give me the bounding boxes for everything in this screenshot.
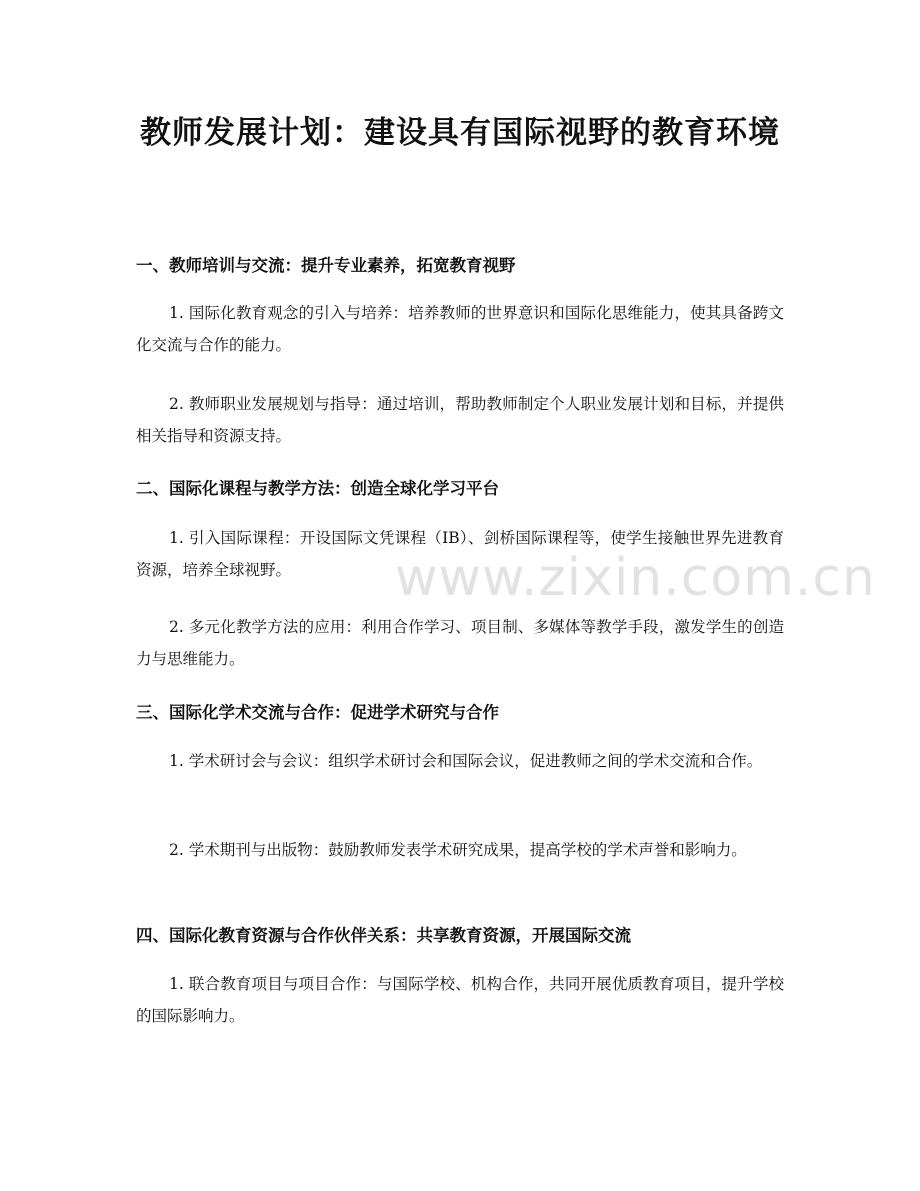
section-3-item-1: 1. 学术研讨会与会议：组织学术研讨会和国际会议，促进教师之间的学术交流和合作。 <box>169 752 763 770</box>
section-1-item-1: 1. 国际化教育观念的引入与培养：培养教师的世界意识和国际化思维能力，使其具备跨文化交流与合作的能力。 <box>136 304 784 354</box>
section-3-item-2: 2. 学术期刊与出版物：鼓励教师发表学术研究成果，提高学校的学术声誉和影响力。 <box>169 841 747 859</box>
document-title: 教师发展计划：建设具有国际视野的教育环境 <box>140 115 780 151</box>
section-heading-4: 四、国际化教育资源与合作伙伴关系：共享教育资源，开展国际交流 <box>136 926 631 945</box>
watermark: www.zixin.com.cn <box>395 548 876 608</box>
section-2-item-2: 2. 多元化教学方法的应用：利用合作学习、项目制、多媒体等教学手段，激发学生的创造力与思维能力。 <box>136 618 784 668</box>
section-heading-2: 二、国际化课程与教学方法：创造全球化学习平台 <box>136 479 499 498</box>
section-heading-1: 一、教师培训与交流：提升专业素养，拓宽教育视野 <box>136 256 516 275</box>
section-2-item-1: 1. 引入国际课程：开设国际文凭课程（IB）、剑桥国际课程等，使学生接触世界先进教育资源，培养全球视野。 <box>136 529 784 579</box>
section-4-item-1: 1. 联合教育项目与项目合作：与国际学校、机构合作，共同开展优质教育项目，提升学校的国际影响力。 <box>136 975 784 1025</box>
section-heading-3: 三、国际化学术交流与合作：促进学术研究与合作 <box>136 703 499 722</box>
section-1-item-2: 2. 教师职业发展规划与指导：通过培训，帮助教师制定个人职业发展计划和目标，并提供相关指导和资源支持。 <box>136 395 784 445</box>
